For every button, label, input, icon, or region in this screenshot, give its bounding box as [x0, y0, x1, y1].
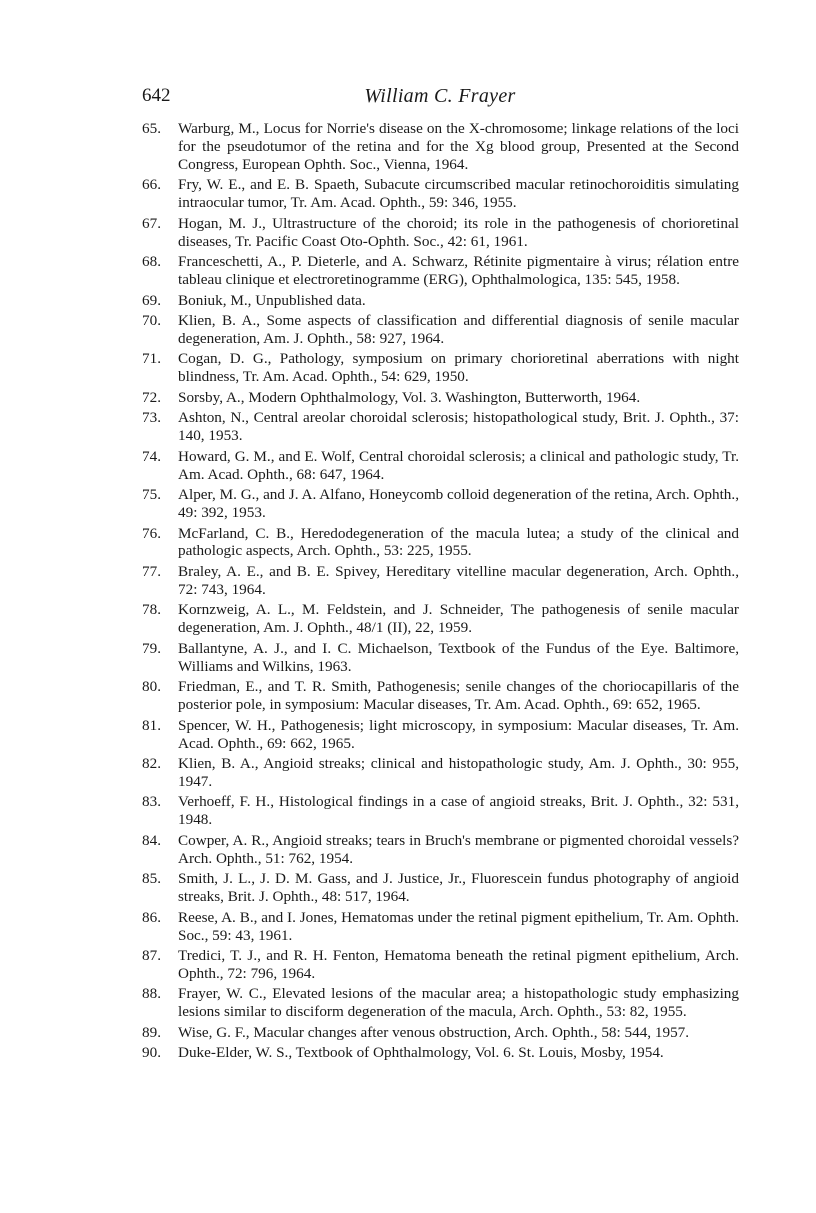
- reference-number: 72.: [142, 388, 161, 406]
- reference-text: Frayer, W. C., Elevated lesions of the macular area; a histopathologic study emphasizing lesions similar to disciform degeneration of the macula, Arch. Ophth., 53: 82, 1955.: [178, 985, 739, 1021]
- reference-number: 69.: [142, 291, 161, 309]
- reference-text: Sorsby, A., Modern Ophthalmology, Vol. 3. Washington, Butterworth, 1964.: [178, 388, 641, 406]
- reference-item: [142, 678, 739, 714]
- reference-text: Friedman, E., and T. R. Smith, Pathogenesis; senile changes of the choriocapillaris of the posterior pole, in symposium: Macular diseases, Tr. Am. Acad. Ophth., 69: 652, 1965.: [178, 678, 739, 714]
- reference-text: Alper, M. G., and J. A. Alfano, Honeycomb colloid degeneration of the retina, Arch. Ophth., 49: 392, 1953.: [178, 486, 739, 522]
- reference-text: Duke-Elder, W. S., Textbook of Ophthalmology, Vol. 6. St. Louis, Mosby, 1954.: [178, 1044, 664, 1062]
- reference-text: Smith, J. L., J. D. M. Gass, and J. Justice, Jr., Fluorescein fundus photography of angioid streaks, Brit. J. Ophth., 48: 517, 1964.: [178, 870, 739, 906]
- reference-item: [142, 563, 739, 599]
- reference-text: Tredici, T. J., and R. H. Fenton, Hematoma beneath the retinal pigment epithelium, Arch. Ophth., 72: 796, 1964.: [178, 947, 739, 982]
- reference-item: [142, 448, 739, 484]
- reference-number: 88.: [142, 985, 161, 1003]
- reference-number: 78.: [142, 601, 161, 619]
- reference-number: 81.: [142, 716, 161, 734]
- reference-text: Klien, B. A., Some aspects of classification and differential diagnosis of senile macular degeneration, Am. J. Ophth., 58: 927, 1964.: [178, 312, 739, 347]
- reference-number: 76.: [142, 524, 161, 542]
- reference-text: Hogan, M. J., Ultrastructure of the choroid; its role in the pathogenesis of chorioretinal diseases, Tr. Pacific Coast Oto-Ophth. Soc., 42: 61, 1961.: [178, 214, 739, 250]
- reference-text: Kornzweig, A. L., M. Feldstein, and J. Schneider, The pathogenesis of senile macular degeneration, Am. J. Ophth., 48/1 (II), 22, 1959.: [178, 601, 739, 637]
- reference-item: [142, 717, 739, 753]
- reference-item: [142, 350, 739, 386]
- reference-item: [142, 985, 739, 1021]
- reference-item: [142, 870, 739, 906]
- reference-number: 66.: [142, 176, 161, 194]
- reference-number: 67.: [142, 214, 161, 232]
- reference-item: [142, 215, 739, 251]
- reference-number: 65.: [142, 120, 161, 137]
- reference-item: [142, 1044, 739, 1062]
- reference-item: [142, 389, 739, 407]
- reference-item: [142, 832, 739, 868]
- reference-number: 74.: [142, 447, 161, 465]
- running-head-author: William C. Frayer: [364, 85, 516, 107]
- reference-number: 80.: [142, 678, 161, 696]
- reference-number: 70.: [142, 312, 161, 330]
- reference-text: Klien, B. A., Angioid streaks; clinical and histopathologic study, Am. J. Ophth., 30: 955, 1947.: [178, 755, 739, 790]
- reference-number: 77.: [142, 562, 161, 580]
- reference-item: [142, 525, 739, 561]
- reference-text: Cogan, D. G., Pathology, symposium on primary chorioretinal aberrations with night blindness, Tr. Am. Acad. Ophth., 54: 629, 1950.: [178, 350, 739, 386]
- reference-number: 85.: [142, 870, 161, 888]
- reference-number: 68.: [142, 253, 161, 271]
- reference-number: 89.: [142, 1023, 161, 1041]
- reference-number: 90.: [142, 1044, 161, 1062]
- reference-text: Howard, G. M., and E. Wolf, Central choroidal sclerosis; a clinical and pathologic study, Tr. Am. Acad. Ophth., 68: 647, 1964.: [178, 447, 739, 483]
- reference-text: Ballantyne, A. J., and I. C. Michaelson, Textbook of the Fundus of the Eye. Baltimore, Williams and Wilkins, 1963.: [178, 639, 739, 675]
- reference-item: [142, 409, 739, 445]
- reference-text: McFarland, C. B., Heredodegeneration of the macula lutea; a study of the clinical and pathologic aspects, Arch. Ophth., 53: 225, 1955.: [178, 524, 739, 560]
- reference-number: 86.: [142, 908, 161, 926]
- reference-number: 83.: [142, 793, 161, 811]
- reference-number: 79.: [142, 639, 161, 657]
- reference-number: 75.: [142, 486, 161, 504]
- reference-text: Warburg, M., Locus for Norrie's disease on the X-chromosome; linkage relations of the loci for the pseudotumor of the retina and for the Xg blood group, Presented at the Second Congress, European Ophth. Soc., Vienna, 1964.: [178, 120, 739, 173]
- reference-item: [142, 947, 739, 983]
- reference-list: [142, 120, 739, 1065]
- reference-number: 82.: [142, 755, 161, 772]
- reference-item: [142, 486, 739, 522]
- reference-text: Boniuk, M., Unpublished data.: [178, 291, 366, 309]
- reference-item: [142, 176, 739, 212]
- reference-item: [142, 292, 739, 310]
- reference-text: Reese, A. B., and I. Jones, Hematomas under the retinal pigment epithelium, Tr. Am. Ophth. Soc., 59: 43, 1961.: [178, 908, 739, 944]
- reference-item: [142, 793, 739, 829]
- reference-item: [142, 312, 739, 348]
- reference-item: [142, 640, 739, 676]
- reference-text: Franceschetti, A., P. Dieterle, and A. Schwarz, Rétinite pigmentaire à virus; rélation entre tableau clinique et electroretinogramme (ERG), Ophthalmologica, 135: 545, 1958.: [178, 253, 739, 289]
- reference-item: [142, 120, 739, 174]
- reference-text: Fry, W. E., and E. B. Spaeth, Subacute circumscribed macular retinochoroiditis simulating intraocular tumor, Tr. Am. Acad. Ophth., 59: 346, 1955.: [178, 176, 739, 212]
- reference-text: Cowper, A. R., Angioid streaks; tears in Bruch's membrane or pigmented choroidal vessels? Arch. Ophth., 51: 762, 1954.: [178, 831, 739, 867]
- reference-text: Braley, A. E., and B. E. Spivey, Hereditary vitelline macular degeneration, Arch. Ophth., 72: 743, 1964.: [178, 562, 739, 598]
- reference-item: [142, 909, 739, 945]
- reference-text: Spencer, W. H., Pathogenesis; light microscopy, in symposium: Macular diseases, Tr. Am. Acad. Ophth., 69: 662, 1965.: [178, 716, 739, 752]
- reference-number: 71.: [142, 350, 161, 368]
- reference-item: [142, 253, 739, 289]
- reference-item: [142, 755, 739, 791]
- reference-text: Ashton, N., Central areolar choroidal sclerosis; histopathological study, Brit. J. Ophth., 37: 140, 1953.: [178, 409, 739, 445]
- reference-item: [142, 1024, 739, 1042]
- reference-item: [142, 601, 739, 637]
- reference-text: Verhoeff, F. H., Histological findings in a case of angioid streaks, Brit. J. Ophth., 32: 531, 1948.: [178, 793, 739, 829]
- page-number: 642: [142, 85, 171, 106]
- reference-number: 73.: [142, 409, 161, 427]
- reference-text: Wise, G. F., Macular changes after venous obstruction, Arch. Ophth., 58: 544, 1957.: [178, 1023, 690, 1041]
- reference-number: 87.: [142, 947, 161, 965]
- reference-number: 84.: [142, 831, 161, 849]
- page-header: [142, 84, 738, 108]
